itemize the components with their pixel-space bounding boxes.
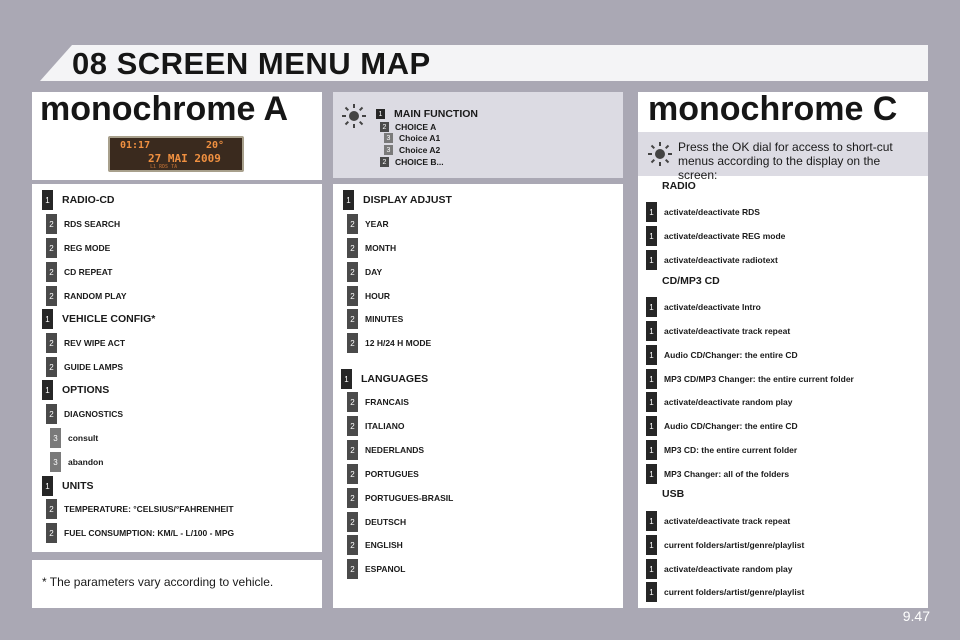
menu-item	[341, 368, 428, 390]
legend-item	[384, 132, 440, 144]
level-badge: 2	[46, 214, 57, 234]
level-badge: 2	[347, 535, 358, 555]
legend-label: Choice A1	[399, 133, 441, 143]
menu-item	[46, 522, 234, 544]
menu-item	[646, 368, 854, 390]
menu-item	[50, 451, 103, 473]
menu-item-label: current folders/artist/genre/playlist	[664, 540, 805, 550]
level-badge: 2	[347, 214, 358, 234]
menu-item	[347, 487, 453, 509]
level-badge: 1	[646, 297, 657, 317]
level-badge: 1	[341, 369, 352, 389]
menu-item-label: Audio CD/Changer: the entire CD	[664, 421, 798, 431]
section-cd: CD/MP3 CD	[662, 275, 720, 287]
level-badge: 1	[646, 559, 657, 579]
level-badge: 3	[384, 133, 393, 143]
menu-item-label: DISPLAY ADJUST	[363, 194, 452, 206]
legend-label: CHOICE A	[395, 122, 437, 132]
legend-item	[380, 156, 444, 168]
level-badge: 2	[347, 309, 358, 329]
level-badge: 1	[646, 535, 657, 555]
level-badge: 1	[646, 582, 657, 602]
monochrome-c-heading: monochrome C	[648, 90, 898, 128]
menu-item	[646, 320, 790, 342]
lcd-time: 01:17	[120, 140, 151, 151]
menu-item-label: PORTUGUES	[365, 469, 419, 479]
menu-item-label: FRANCAIS	[365, 397, 409, 407]
menu-item-label: LANGUAGES	[361, 373, 429, 385]
menu-item-label: activate/deactivate track repeat	[664, 516, 791, 526]
menu-item	[46, 213, 120, 235]
menu-item	[46, 237, 110, 259]
menu-item	[347, 261, 382, 283]
level-badge: 2	[347, 392, 358, 412]
level-badge: 2	[380, 157, 389, 167]
menu-item-label: CD REPEAT	[64, 267, 113, 277]
shortcut-note: Press the OK dial for access to short-cut menus according to the display on the screen:	[678, 140, 893, 182]
menu-item	[646, 510, 790, 532]
menu-item	[646, 296, 761, 318]
menu-item	[646, 249, 778, 271]
menu-item	[347, 558, 405, 580]
menu-item-label: activate/deactivate track repeat	[664, 326, 791, 336]
legend-item	[376, 108, 478, 120]
menu-item	[646, 439, 797, 461]
menu-item	[347, 213, 389, 235]
level-badge: 2	[46, 357, 57, 377]
menu-item-label: activate/deactivate REG mode	[664, 231, 786, 241]
page-title: 08 SCREEN MENU MAP	[72, 46, 431, 81]
lcd-temp: 20°	[206, 140, 225, 151]
menu-item-label: NEDERLANDS	[365, 445, 425, 455]
level-badge: 2	[347, 488, 358, 508]
menu-item-label: ITALIANO	[365, 421, 405, 431]
menu-item-label: activate/deactivate RDS	[664, 207, 760, 217]
level-badge: 1	[646, 202, 657, 222]
legend-panel	[333, 92, 623, 178]
menu-item-label: activate/deactivate Intro	[664, 302, 761, 312]
section-radio: RADIO	[662, 180, 696, 192]
menu-item-label: PORTUGUES-BRASIL	[365, 493, 454, 503]
level-badge: 2	[347, 262, 358, 282]
menu-item-label: TEMPERATURE: °CELSIUS/°FAHRENHEIT	[64, 504, 234, 514]
menu-item-label: current folders/artist/genre/playlist	[664, 587, 805, 597]
menu-item	[646, 201, 760, 223]
menu-item-label: YEAR	[365, 219, 389, 229]
menu-item-label: DAY	[365, 267, 383, 277]
level-badge: 2	[347, 416, 358, 436]
menu-item	[343, 189, 452, 211]
level-badge: 1	[646, 511, 657, 531]
menu-item-label: activate/deactivate random play	[664, 397, 793, 407]
level-badge: 2	[46, 333, 57, 353]
level-badge: 2	[347, 512, 358, 532]
level-badge: 2	[347, 464, 358, 484]
menu-item-label: activate/deactivate random play	[664, 564, 793, 574]
menu-item	[46, 356, 123, 378]
menu-item	[347, 332, 431, 354]
lcd-date: 27 MAI 2009	[148, 152, 221, 165]
level-badge: 3	[50, 452, 61, 472]
level-badge: 2	[46, 499, 57, 519]
level-badge: 2	[347, 286, 358, 306]
menu-item-label: ENGLISH	[365, 540, 403, 550]
menu-item-label: HOUR	[365, 291, 391, 301]
menu-item	[347, 439, 424, 461]
menu-item-label: RADIO-CD	[62, 194, 115, 206]
menu-item-label: OPTIONS	[62, 384, 110, 396]
level-badge: 1	[42, 190, 53, 210]
level-badge: 2	[347, 238, 358, 258]
menu-item-label: GUIDE LAMPS	[64, 362, 124, 372]
menu-item	[42, 379, 109, 401]
footnote: * The parameters vary according to vehicle.	[42, 575, 274, 589]
section-usb: USB	[662, 488, 685, 500]
menu-item-label: RDS SEARCH	[64, 219, 121, 229]
menu-item-label: MINUTES	[365, 314, 404, 324]
menu-item-label: ESPANOL	[365, 564, 406, 574]
sun-icon	[646, 140, 674, 168]
menu-item	[646, 391, 793, 413]
level-badge: 1	[646, 345, 657, 365]
menu-item	[46, 332, 125, 354]
page-number: 9.47	[902, 608, 930, 624]
menu-item-label: DIAGNOSTICS	[64, 409, 124, 419]
level-badge: 2	[46, 523, 57, 543]
lcd-display	[108, 136, 244, 172]
menu-item	[646, 415, 798, 437]
level-badge: 2	[46, 286, 57, 306]
level-badge: 1	[42, 309, 53, 329]
menu-item-label: consult	[68, 433, 99, 443]
sun-icon	[340, 102, 368, 130]
level-badge: 1	[646, 369, 657, 389]
menu-item	[646, 581, 804, 603]
menu-item	[646, 463, 789, 485]
level-badge: 1	[42, 380, 53, 400]
level-badge: 1	[343, 190, 354, 210]
menu-item	[50, 427, 98, 449]
level-badge: 1	[646, 440, 657, 460]
level-badge: 2	[347, 440, 358, 460]
menu-item	[646, 558, 793, 580]
menu-item	[646, 534, 804, 556]
level-badge: 2	[46, 238, 57, 258]
level-badge: 2	[347, 333, 358, 353]
level-badge: 1	[646, 464, 657, 484]
level-badge: 2	[347, 559, 358, 579]
menu-item	[46, 403, 123, 425]
level-badge: 1	[646, 226, 657, 246]
menu-item	[347, 391, 409, 413]
menu-item-label: MP3 CD/MP3 Changer: the entire current folder	[664, 374, 854, 384]
lcd-small: L1 RDS TA	[150, 164, 178, 170]
menu-item	[347, 415, 405, 437]
level-badge: 1	[646, 416, 657, 436]
menu-item	[42, 189, 115, 211]
menu-item	[347, 237, 396, 259]
level-badge: 1	[646, 250, 657, 270]
menu-item	[646, 225, 785, 247]
legend-label: CHOICE B...	[395, 157, 444, 167]
menu-item	[347, 285, 390, 307]
legend-label: Choice A2	[399, 145, 441, 155]
menu-item	[46, 498, 234, 520]
level-badge: 3	[384, 145, 393, 155]
level-badge: 1	[646, 321, 657, 341]
menu-item-label: 12 H/24 H MODE	[365, 338, 432, 348]
legend-item	[384, 144, 440, 156]
menu-item-label: REV WIPE ACT	[64, 338, 126, 348]
menu-item	[347, 463, 419, 485]
menu-item-label: REG MODE	[64, 243, 111, 253]
monochrome-a-heading: monochrome A	[40, 90, 289, 128]
menu-item	[347, 511, 406, 533]
menu-item-label: DEUTSCH	[365, 517, 407, 527]
level-badge: 2	[380, 122, 389, 132]
menu-item-label: MP3 CD: the entire current folder	[664, 445, 798, 455]
menu-item-label: RANDOM PLAY	[64, 291, 127, 301]
menu-item-label: activate/deactivate radiotext	[664, 255, 778, 265]
legend-label: MAIN FUNCTION	[394, 108, 478, 120]
level-badge: 2	[46, 262, 57, 282]
level-badge: 1	[646, 392, 657, 412]
menu-item	[46, 261, 113, 283]
menu-item-label: UNITS	[62, 480, 94, 492]
level-badge: 1	[42, 476, 53, 496]
menu-item	[347, 534, 403, 556]
menu-item	[46, 285, 127, 307]
level-badge: 1	[376, 109, 385, 119]
level-badge: 2	[46, 404, 57, 424]
menu-item-label: abandon	[68, 457, 104, 467]
menu-item	[347, 308, 403, 330]
level-badge: 3	[50, 428, 61, 448]
menu-item	[42, 308, 155, 330]
menu-item-label: FUEL CONSUMPTION: KM/L - L/100 - MPG	[64, 528, 235, 538]
menu-item	[42, 475, 94, 497]
menu-item-label: VEHICLE CONFIG*	[62, 313, 156, 325]
menu-item-label: Audio CD/Changer: the entire CD	[664, 350, 798, 360]
menu-item-label: MP3 Changer: all of the folders	[664, 469, 790, 479]
menu-item	[646, 344, 798, 366]
menu-item-label: MONTH	[365, 243, 397, 253]
